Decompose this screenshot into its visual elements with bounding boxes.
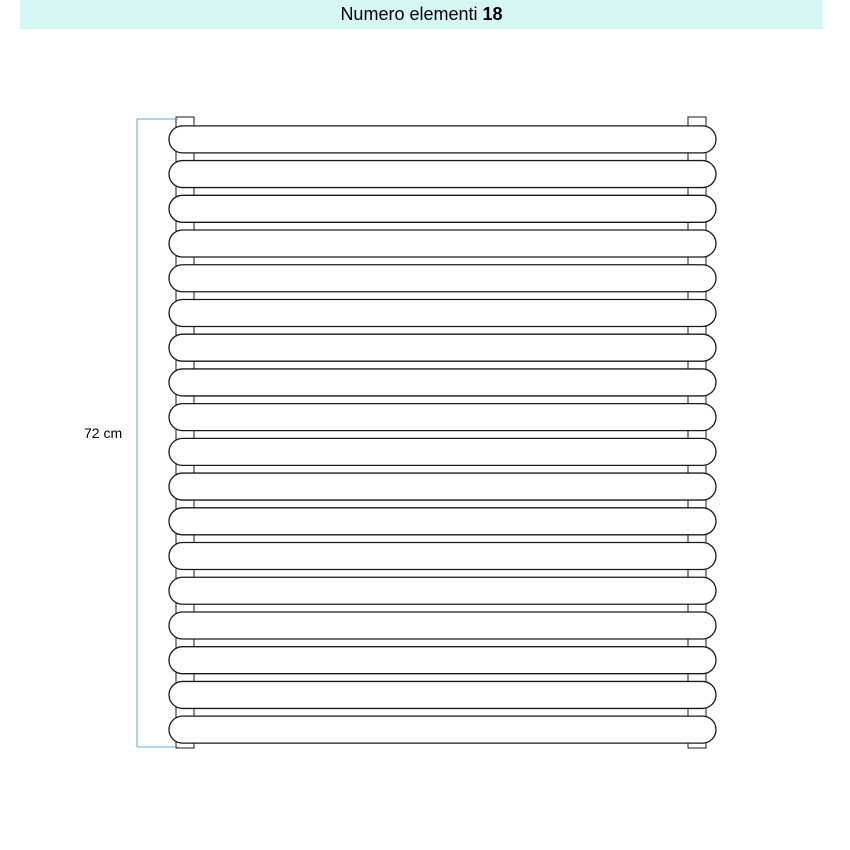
radiator-tube: [169, 126, 716, 153]
element-count-value: 18: [482, 4, 503, 24]
radiator-tube: [169, 716, 716, 743]
radiator-tube: [169, 265, 716, 292]
radiator-tube: [169, 508, 716, 535]
radiator-tube: [169, 473, 716, 500]
radiator-tube: [169, 369, 716, 396]
radiator-tube: [169, 681, 716, 708]
radiator-tube: [169, 195, 716, 222]
radiator-tube: [169, 543, 716, 570]
radiator-tube: [169, 647, 716, 674]
radiator-tube: [169, 230, 716, 257]
element-count-label: Numero elementi: [340, 4, 478, 24]
radiator-tube: [169, 299, 716, 326]
radiator-tube: [169, 577, 716, 604]
radiator-tube: [169, 161, 716, 188]
radiator-tube: [169, 438, 716, 465]
radiator-tubes: [169, 126, 716, 743]
radiator-tube: [169, 612, 716, 639]
height-dimension-label: 72 cm: [84, 425, 123, 441]
radiator-tube: [169, 404, 716, 431]
radiator-tube: [169, 334, 716, 361]
